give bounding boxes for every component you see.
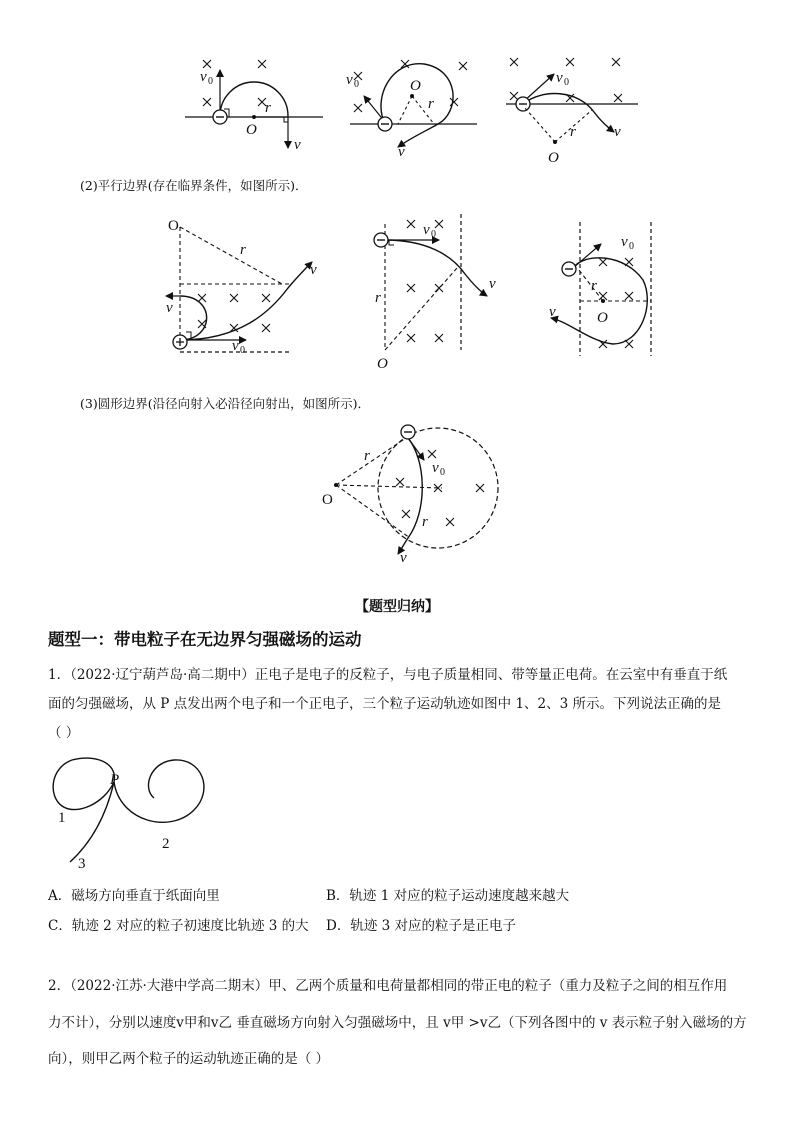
type-heading: 题型一：带电粒子在无边界匀强磁场的运动 (48, 630, 362, 649)
svg-text:0: 0 (354, 79, 359, 90)
center-label: O (410, 78, 421, 94)
v0-label: v (432, 460, 439, 476)
radius-label: r (240, 242, 246, 258)
v-label: v (294, 137, 301, 153)
v-label: v (489, 276, 496, 292)
question-2-line-2: 力不计），分别以速度v甲和v乙 垂直磁场方向射入匀强磁场中，且 v甲 >v乙（下列各图中的 v 表示粒子射入磁场的方 (48, 1015, 747, 1031)
v-label: v (166, 300, 173, 316)
straight-boundary-figure-3 (498, 52, 648, 170)
svg-text:0: 0 (208, 76, 213, 87)
svg-text:0: 0 (564, 77, 569, 88)
v0-label: v (232, 338, 239, 354)
radius-label: r (428, 96, 434, 112)
straight-boundary-figure-1 (180, 52, 325, 160)
svg-text:0: 0 (240, 345, 245, 356)
circular-boundary-figure (318, 420, 508, 570)
question-1-line-1: 1．（2022·辽宁葫芦岛·高二期中）正电子是电子的反粒子，与电子质量相同、带等量正电荷。在云室中有垂直于纸 (48, 667, 728, 683)
v0-label: v (346, 72, 353, 88)
question-1-bracket: （ ） (48, 725, 80, 741)
v-label: v (310, 262, 317, 278)
center-label: O (246, 122, 257, 138)
point-p-label: P (110, 772, 120, 788)
radius-label: r (265, 100, 271, 116)
center-label: O (548, 150, 559, 166)
radius-label: r (591, 278, 597, 294)
track-3-label: 3 (78, 856, 86, 872)
option-b[interactable]: B．轨迹 1 对应的粒子运动速度越来越大 (326, 888, 570, 904)
question-2-line-3: 向），则甲乙两个粒子的运动轨迹正确的是（ ） (48, 1051, 330, 1067)
radius-label: r (422, 514, 428, 530)
track-2-label: 2 (162, 836, 170, 852)
option-c[interactable]: C．轨迹 2 对应的粒子初速度比轨迹 3 的大 (48, 918, 309, 934)
svg-text:0: 0 (440, 467, 445, 478)
circular-boundary-caption: (3)圆形边界(沿径向射入必沿径向射出，如图所示)． (80, 396, 370, 411)
parallel-boundary-figure-2 (365, 212, 510, 372)
straight-boundary-figure-2 (342, 52, 487, 160)
parallel-boundary-figure-3 (545, 222, 665, 362)
svg-text:0: 0 (431, 229, 436, 240)
v-label: v (549, 304, 556, 320)
svg-text:0: 0 (629, 241, 634, 252)
v-label: v (398, 144, 405, 160)
radius-label: r (364, 448, 370, 464)
center-label: O (322, 492, 333, 508)
radius-label: r (570, 124, 576, 140)
question-1-line-2: 面的匀强磁场，从 P 点发出两个电子和一个正电子，三个粒子运动轨迹如图中 1、2、3 所示。下列说法正确的是 (48, 696, 722, 712)
v-label: v (400, 550, 407, 566)
v-label: v (614, 124, 621, 140)
center-label: O (168, 218, 179, 234)
option-a[interactable]: A．磁场方向垂直于纸面向里 (48, 888, 220, 904)
center-label: O (597, 310, 608, 326)
radius-label: r (375, 290, 381, 306)
track-1-label: 1 (58, 810, 66, 826)
question-2-line-1: 2．（2022·江苏·大港中学高二期末）甲、乙两个质量和电荷量都相同的带正电的粒子（重力及粒子之间的相互作用 (48, 978, 728, 994)
trajectories-figure (44, 752, 224, 872)
parallel-boundary-caption: (2)平行边界(存在临界条件，如图所示)． (80, 178, 308, 193)
option-d[interactable]: D．轨迹 3 对应的粒子是正电子 (326, 918, 516, 934)
center-label: O (377, 356, 388, 372)
section-title: 【题型归纳】 (355, 599, 439, 615)
v0-label: v (556, 70, 563, 86)
v0-label: v (200, 69, 207, 85)
parallel-boundary-figure-1 (160, 212, 335, 362)
v0-label: v (621, 234, 628, 250)
v0-label: v (423, 222, 430, 238)
